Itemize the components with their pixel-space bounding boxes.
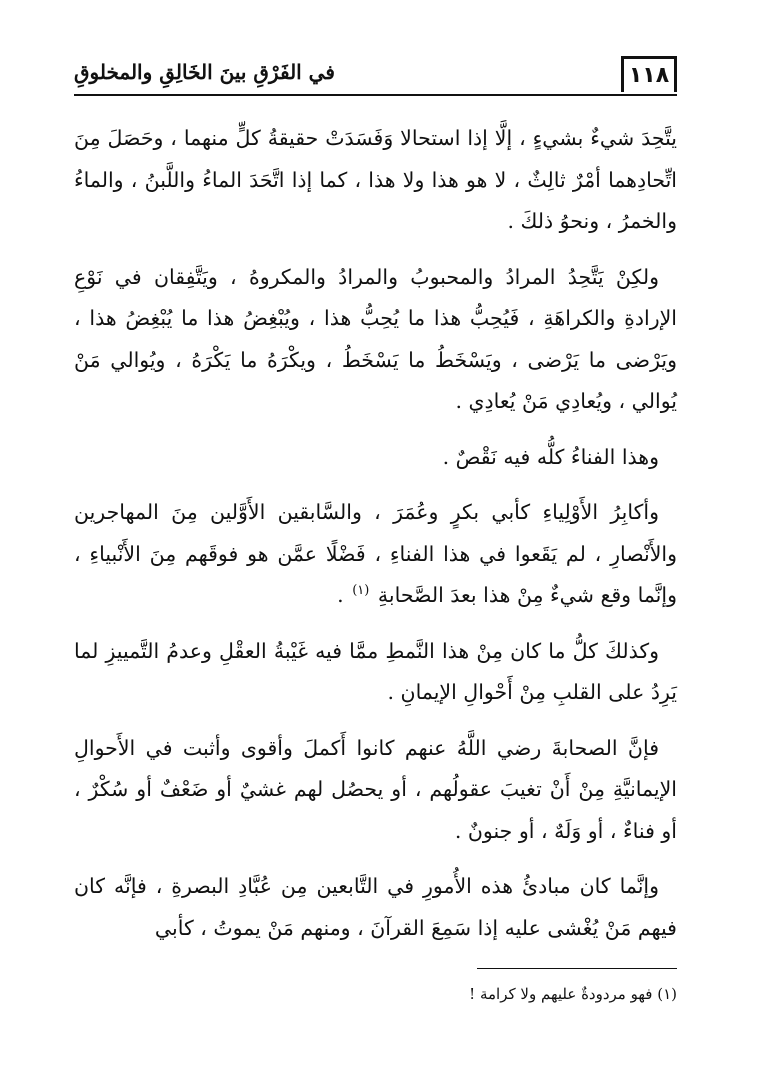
- paragraph: فإنَّ الصحابةَ رضي اللَّهُ عنهم كانوا أَكملَ وأقوى وأثبت في الأَحوالِ الإيمانيَّةِ مِنْ أَنْ تغيبَ عقولُهم ، أو يحصُل لهم غشيٌ أو ضَعْفٌ أو سُكْرٌ ، أو فناءٌ ، أو وَلَهٌ ، أو جنونٌ .: [74, 735, 677, 843]
- paragraph: وكذلكَ كلُّ ما كان مِنْ هذا النَّمطِ ممَّا فيه غَيْبةُ العقْلِ وعدمُ التَّمييزِ لما يَرِدُ على القلبِ مِنْ أَحْوالِ الإيمانِ .: [74, 638, 677, 704]
- page-header: [74, 56, 677, 100]
- footnote-reference: (١): [352, 583, 370, 599]
- paragraph-text: وأكابِرُ الأَوْلِياءِ كأبي بكرٍ وعُمَرَ ، والسَّابقين الأَوَّلين مِنَ المهاجرين والأَنْصارِ ، لم يَقَعوا في هذا الفناءِ ، فَضْلًا عمَّن هو فوقَهم مِنَ الأَنْبياءِ ، وإنَّما وقع شيءٌ مِنْ هذا بعدَ الصَّحابةِ: [74, 500, 677, 607]
- paragraph: [74, 492, 677, 617]
- paragraph: يتَّحِدَ شيءٌ بشيءٍ ، إلَّا إذا استحالا وَفَسَدَتْ حقيقةُ كلٍّ منهما ، وحَصَلَ مِنَ اتِّحادِهما أمْرٌ ثالِثٌ ، لا هو هذا ولا هذا ، كما إذا اتَّحَدَ الماءُ واللَّبنُ ، والماءُ والخمرُ ، ونحوُ ذلكَ .: [74, 126, 677, 233]
- paragraph: وإنَّما كان مبادئُ هذه الأُمورِ في التَّابعين مِن عُبَّادِ البصرةِ ، فإنَّه كان فيهم مَنْ يُغْشى عليه إذا سَمِعَ القرآنَ ، ومنهم مَنْ يموتُ ، كأبي: [74, 874, 677, 940]
- page-number: ١١٨: [621, 56, 677, 92]
- paragraph: ولكِنْ يَتَّحِدُ المرادُ والمحبوبُ والمرادُ والمكروهُ ، ويَتَّفِقان في نَوْعِ الإرادةِ والكراهَةِ ، فَيُحِبُّ هذا ما يُحِبُّ هذا ، ويُبْغِضُ هذا ما يُبْغِضُ هذا ، ويَرْضى ما يَرْضى ، ويَسْخَطُ ما يَسْخَطُ ، ويكْرَهُ ما يَكْرَهُ ، ويُوالي مَنْ يُوالي ، ويُعادِي مَنْ يُعادِي .: [74, 264, 677, 413]
- header-rule: [74, 94, 677, 96]
- running-title: في الفَرْقِ بينَ الخَالِقِ والمخلوقِ: [74, 60, 335, 84]
- footnote-rule: [477, 968, 677, 969]
- footnote: (١) فهو مردودةٌ عليهم ولا كرامة !: [469, 985, 677, 1003]
- paragraph: وهذا الفناءُ كلُّه فيه نَقْصٌ .: [442, 444, 659, 469]
- body-text: [74, 118, 677, 963]
- paragraph-text-end: .: [337, 583, 344, 607]
